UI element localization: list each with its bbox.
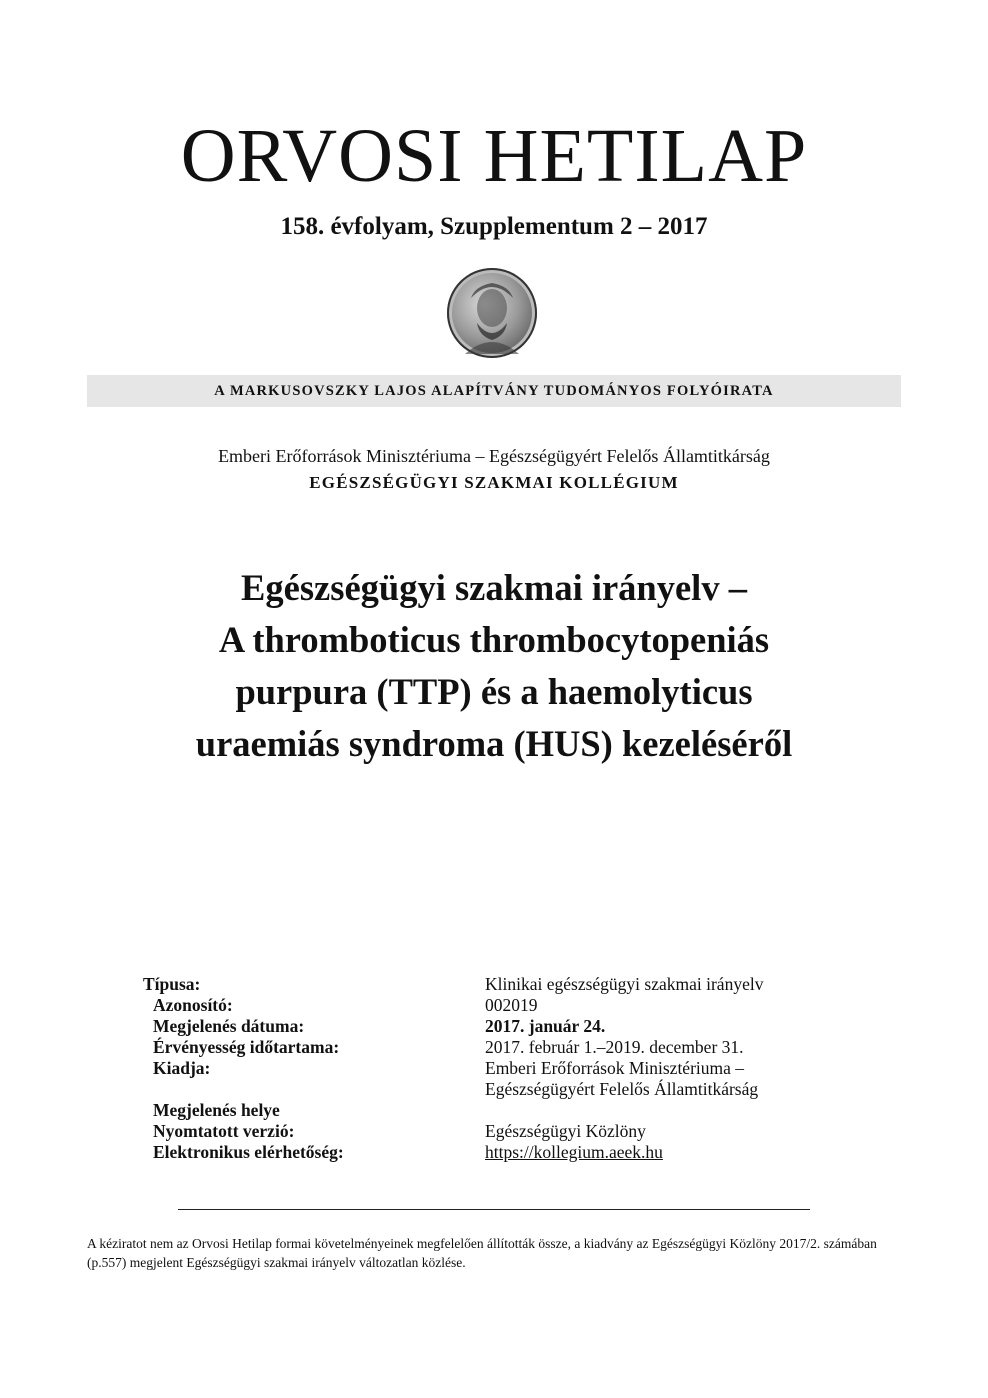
foundation-band: A MARKUSOVSZKY LAJOS ALAPÍTVÁNY TUDOMÁNYOS FOLYÓIRATA <box>87 375 901 407</box>
metadata-row-type <box>143 974 843 995</box>
print-label: Nyomtatott verzió: <box>153 1121 295 1141</box>
college-line: EGÉSZSÉGÜGYI SZAKMAI KOLLÉGIUM <box>309 473 679 492</box>
validity-label: Érvényesség időtartama: <box>153 1037 340 1057</box>
divider-line <box>178 1209 810 1210</box>
online-label: Elektronikus elérhetőség: <box>153 1142 344 1162</box>
metadata-row-online <box>143 1142 843 1163</box>
date-value: 2017. január 24. <box>485 1016 606 1036</box>
publisher-value-line: Emberi Erőforrások Minisztériuma – <box>485 1058 745 1078</box>
volume-info: 158. évfolyam, Szupplementum 2 – 2017 <box>280 213 708 240</box>
publisher-value-line: Egészségügyért Felelős Államtitkárság <box>485 1079 759 1099</box>
validity-value: 2017. február 1.–2019. december 31. <box>485 1037 744 1057</box>
portrait-medal-icon <box>447 268 537 358</box>
metadata-row-place <box>143 1100 843 1121</box>
guideline-title <box>0 562 988 770</box>
type-value: Klinikai egészségügyi szakmai irányelv <box>485 974 764 994</box>
metadata-row-print <box>143 1121 843 1142</box>
type-label: Típusa: <box>143 974 201 994</box>
metadata-row-date <box>143 1016 843 1037</box>
publisher-value <box>485 1058 758 1100</box>
metadata-row-validity <box>143 1037 843 1058</box>
guideline-title-line: uraemiás syndroma (HUS) kezeléséről <box>195 723 793 764</box>
guideline-title-line: Egészségügyi szakmai irányelv – <box>241 567 747 608</box>
online-link[interactable]: https://kollegium.aeek.hu <box>485 1142 663 1162</box>
id-value: 002019 <box>485 995 538 1015</box>
place-label: Megjelenés helye <box>153 1100 280 1120</box>
guideline-title-line: A thromboticus thrombocytopeniás <box>218 619 770 660</box>
journal-title: ORVOSI HETILAP <box>180 114 808 198</box>
guideline-title-line: purpura (TTP) és a haemolyticus <box>235 671 753 712</box>
ministry-line: Emberi Erőforrások Minisztériuma – Egészségügyért Felelős Államtitkárság <box>218 446 770 466</box>
metadata-table <box>143 974 843 1163</box>
print-value: Egészségügyi Közlöny <box>485 1121 646 1141</box>
portrait-medal-image <box>447 268 537 358</box>
id-label: Azonosító: <box>153 995 233 1015</box>
online-value <box>485 1142 663 1163</box>
footnote: A kéziratot nem az Orvosi Hetilap formai követelményeinek megfelelően állították össze, a kiadvány az Egészségügyi Közlöny 2017/2. számában (p.557) megjelent Egészségügyi szakmai irányelv változatlan közlése. <box>87 1236 877 1270</box>
metadata-row-id <box>143 995 843 1016</box>
publisher-label: Kiadja: <box>153 1058 211 1078</box>
metadata-row-publisher <box>143 1058 843 1100</box>
date-label: Megjelenés dátuma: <box>153 1016 305 1036</box>
